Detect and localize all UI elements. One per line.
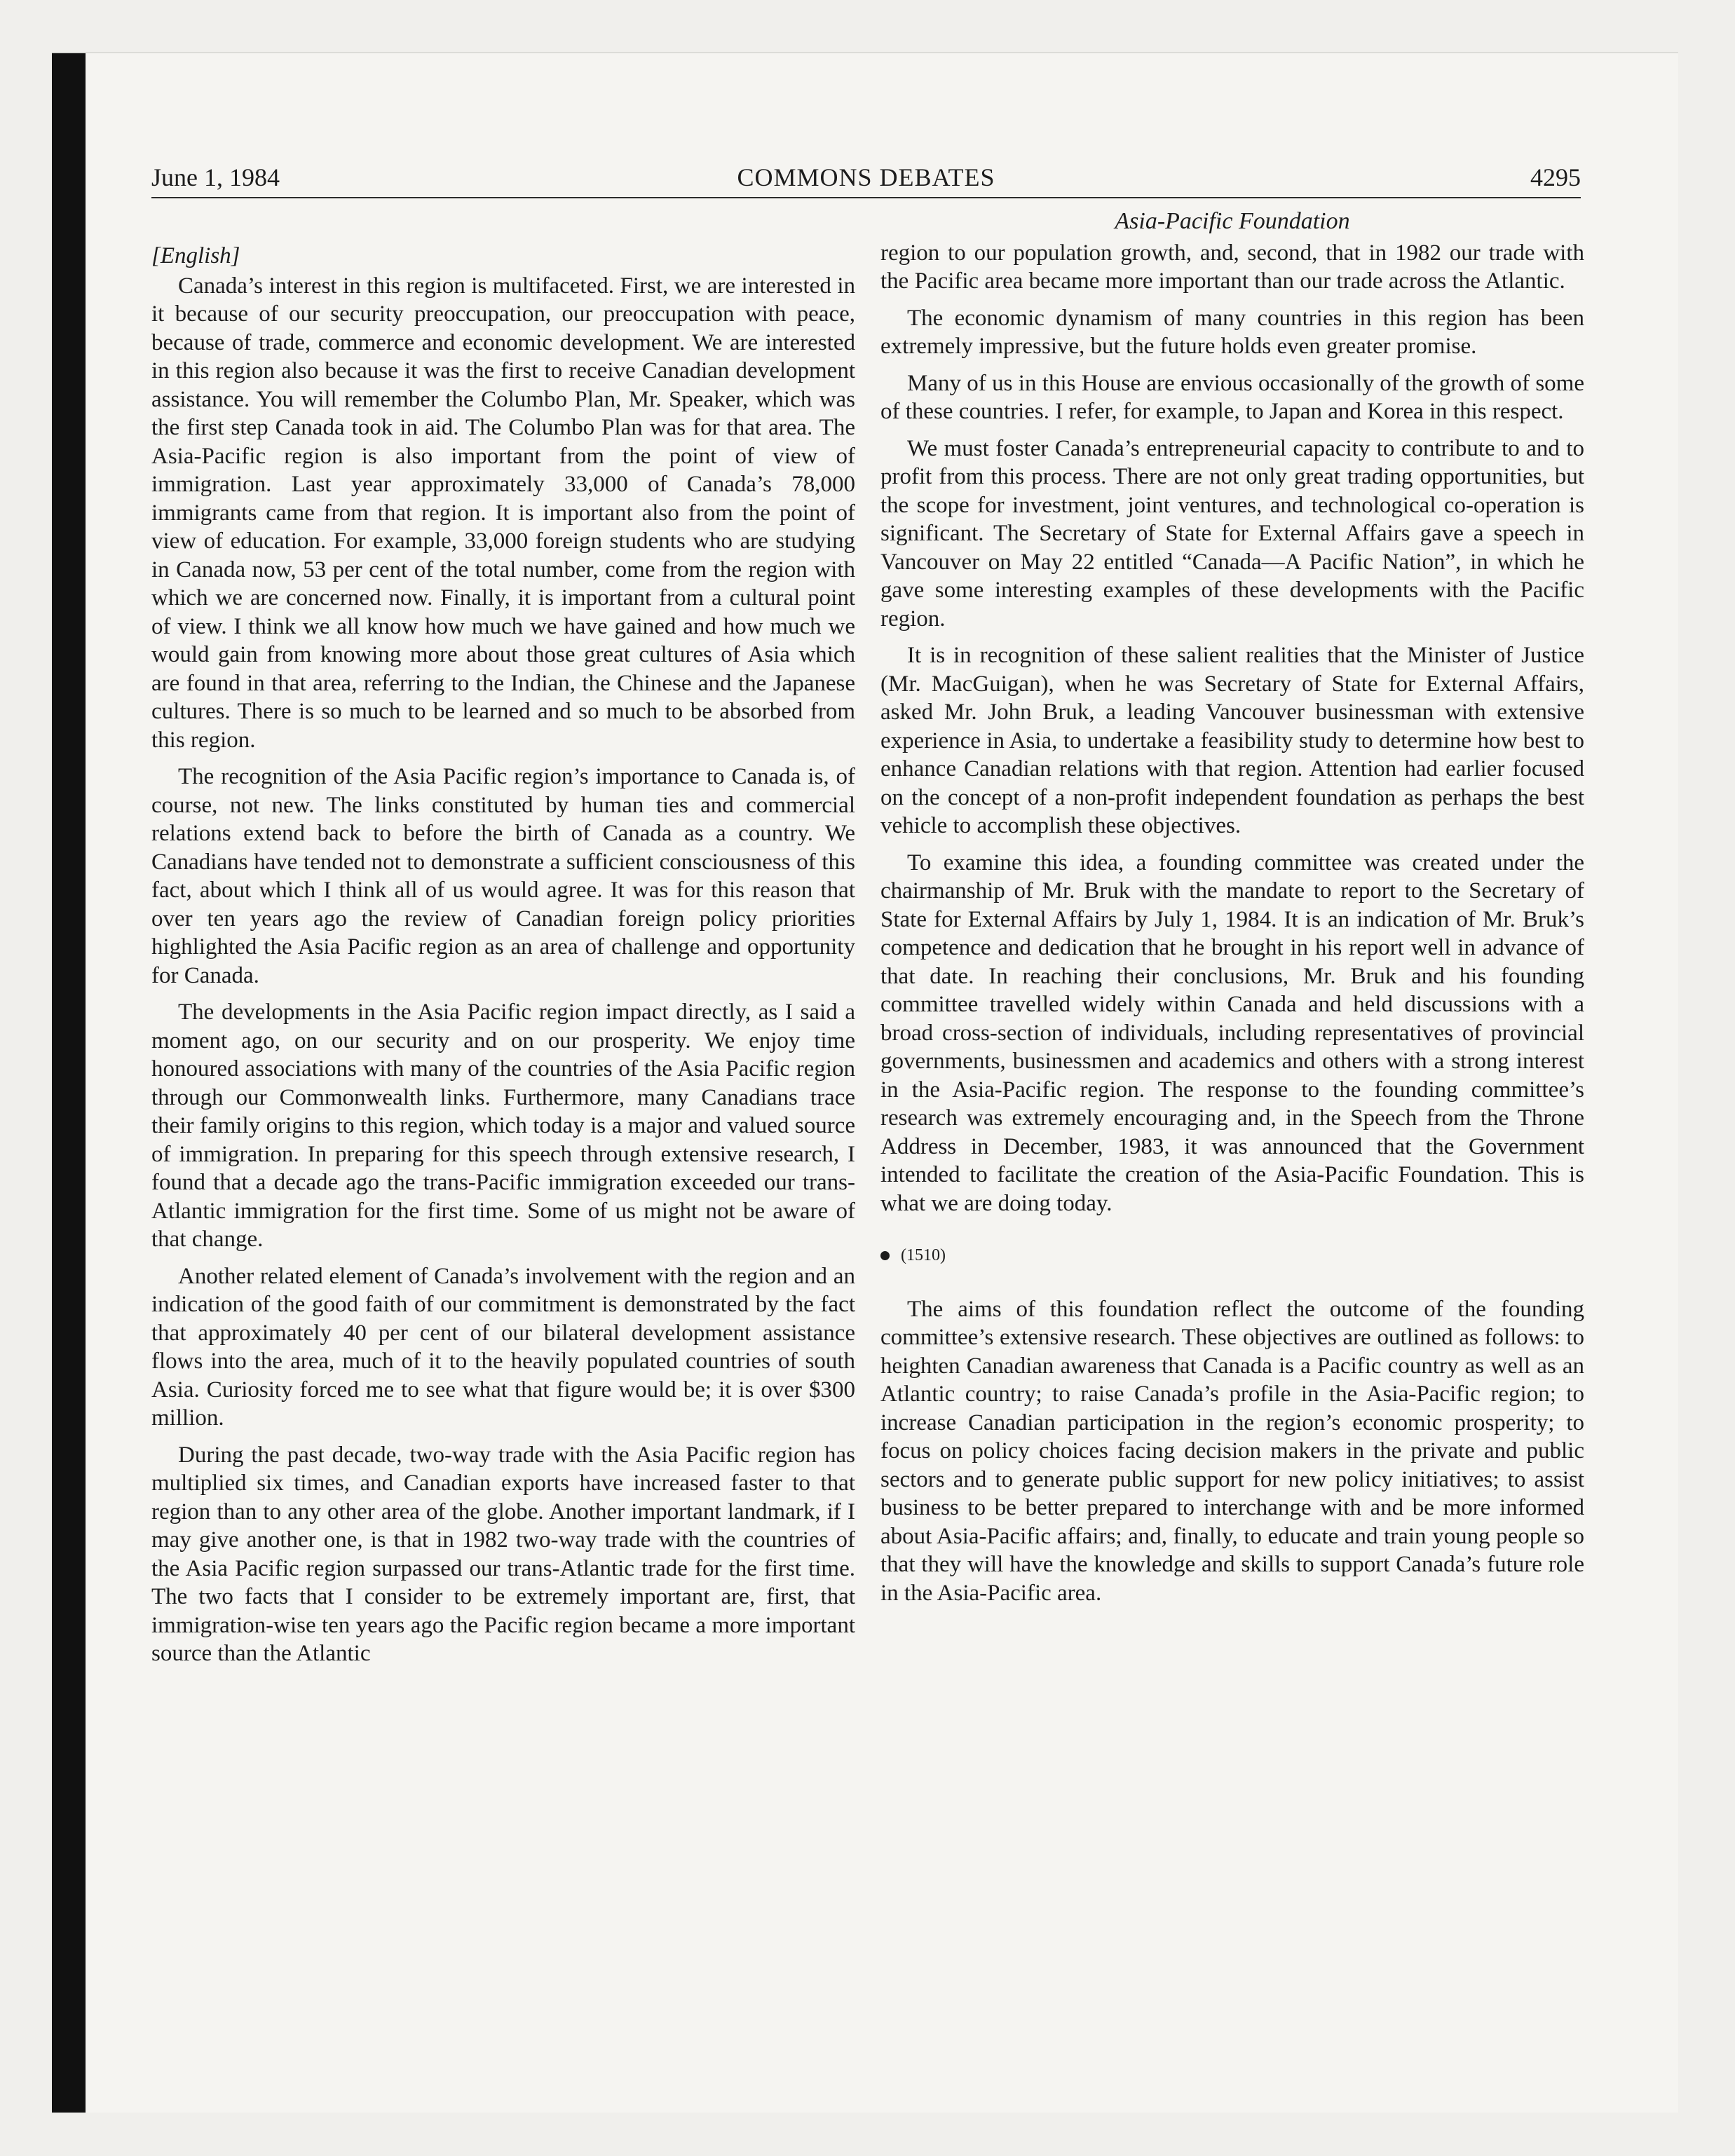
paragraph: Many of us in this House are envious occasionally of the growth of some of these countries. I refer, for example, to Japan and Korea in this respect. [880,370,1584,424]
running-head [151,158,1581,198]
paragraph: The economic dynamism of many countries in this region has been extremely impressive, but the future holds even greater promise. [880,305,1584,359]
paragraph: It is in recognition of these salient realities that the Minister of Justice (Mr. MacGuigan), when he was Secretary of State for External Affairs, asked Mr. John Bruk, a leading Vancouver businessman with extensive experience in Asia, to undertake a feasibility study to determine how best to enhance Canadian relations with that region. Attention had earlier focused on the concept of a non-profit independent foundation as perhaps the best vehicle to accomplish these objectives. [880,643,1584,838]
paragraph: We must foster Canada’s entrepreneurial capacity to contribute to and to profit from this process. There are not only great trading opportunities, but the scope for investment, joint ventures, and technological co-operation is significant. The Secretary of State for External Affairs gave a speech in Vancouver on May 22 entitled “Canada—A Pacific Nation”, in which he gave some interesting examples of these developments with the Pacific region. [880,435,1584,632]
paragraph: During the past decade, two-way trade with the Asia Pacific region has multiplied six times, and Canadian exports have increased faster to that region than to any other area of the globe. Another important landmark, if I may give another one, is that in 1982 two-way trade with the countries of the Asia Pacific region surpassed our trans-Atlantic trade for the first time. The two facts that I consider to be extremely important are, first, that immigration-wise ten years ago the Pacific region became a more important source than the Atlantic [151,1442,855,1666]
header-publication: COMMONS DEBATES [737,163,995,191]
paragraph: The developments in the Asia Pacific region impact directly, as I said a moment ago, on our security and on our prosperity. We enjoy time honoured associations with many of the countries of the Asia Pacific region through our Commonwealth links. Furthermore, many Canadians trace their family origins to this region, which today is a major and valued source of immigration. In preparing for this speech through extensive research, I found that a decade ago the trans-Pacific immigration exceeded our trans-Atlantic immigration for the first time. Some of us might not be aware of that change. [151,999,855,1252]
paragraph: The recognition of the Asia Pacific region’s importance to Canada is, of course, not new. The links constituted by human ties and commercial relations extend back to before the birth of Canada as a country. We Canadians have tended not to demonstrate a sufficient consciousness of this fact, about which I think all of us would agree. It was for this reason that over ten years ago the review of Canadian foreign policy priorities highlighted the Asia Pacific region as an area of challenge and opportunity for Canada. [151,764,855,988]
paragraph: Canada’s interest in this region is multifaceted. First, we are interested in it because of our security preoccupation, our preoccupation with peace, because of trade, commerce and economic development. We are interested in this region also because it was the first to receive Canadian development assistance. You will remember the Columbo Plan, Mr. Speaker, which was the first step Canada took in aid. The Columbo Plan was for that area. The Asia-Pacific region is also important from the point of view of immigration. Last year approximately 33,000 of Canada’s 78,000 immigrants came from that region. It is important also from the point of view of education. For example, 33,000 foreign students who are studying in Canada now, 53 per cent of the total number, come from the region with which we are concerned now. Finally, it is important from a cultural point of view. I think we all know how much we have gained and how much we would gain from knowing more about those great cultures of Asia which are found in that area, referring to the Indian, the Chinese and the Japanese cultures. There is so much to be learned and so much to be absorbed from this region. [151,273,855,753]
time-marker [880,1241,1584,1270]
right-column [880,207,1584,1616]
scan-border [52,52,86,2113]
paragraph: To examine this idea, a founding committee was created under the chairmanship of Mr. Bruk with the mandate to report to the Secretary of State for External Affairs by July 1, 1984. It is an indication of Mr. Bruk’s competence and dedication that he brought in his report well in advance of that date. In reaching their conclusions, Mr. Bruk and his founding committee travelled widely within Canada and held discussions with a broad cross-section of individuals, including representatives of provincial governments, businessmen and academics and others with a strong interest in the Asia-Pacific region. The response to the founding committee’s research was extremely encouraging and, in the Speech from the Throne Address in December, 1983, it was announced that the Government intended to facilitate the creation of the Asia-Pacific Foundation. This is what we are doing today. [880,850,1584,1216]
header-page-number: 4295 [1530,163,1581,191]
subject-heading: Asia-Pacific Foundation [1115,208,1350,234]
time-marker-label: (1510) [901,1246,946,1264]
paragraph: The aims of this foundation reflect the outcome of the founding committee’s extensive research. These objectives are outlined as follows: to heighten Canadian awareness that Canada is a Pacific country as well as an Atlantic country; to raise Canada’s profile in the Asia-Pacific region; to increase Canadian participation in the region’s economic prosperity; to focus on policy choices facing decision makers in the private and public sectors and to generate public support for new policy initiatives; to assist business to be better prepared to interchange with and be more informed about Asia-Pacific affairs; and, finally, to educate and train young people so that they will have the knowledge and skills to support Canada’s future role in the Asia-Pacific area. [880,1296,1584,1606]
header-date: June 1, 1984 [151,163,280,191]
paragraph: Another related element of Canada’s involvement with the region and an indication of the good faith of our commitment is demonstrated by the fact that approximately 40 per cent of our bilateral development assistance flows into the area, much of it to the heavily populated countries of south Asia. Curiosity forced me to see what that figure would be; it is over $300 million. [151,1263,855,1431]
language-marker: [English] [151,243,240,268]
bullet-icon [880,1251,890,1260]
paragraph-continued: region to our population growth, and, second, that in 1982 our trade with the Pacific area became more important than our trade across the Atlantic. [880,240,1584,294]
left-column [151,242,855,1677]
